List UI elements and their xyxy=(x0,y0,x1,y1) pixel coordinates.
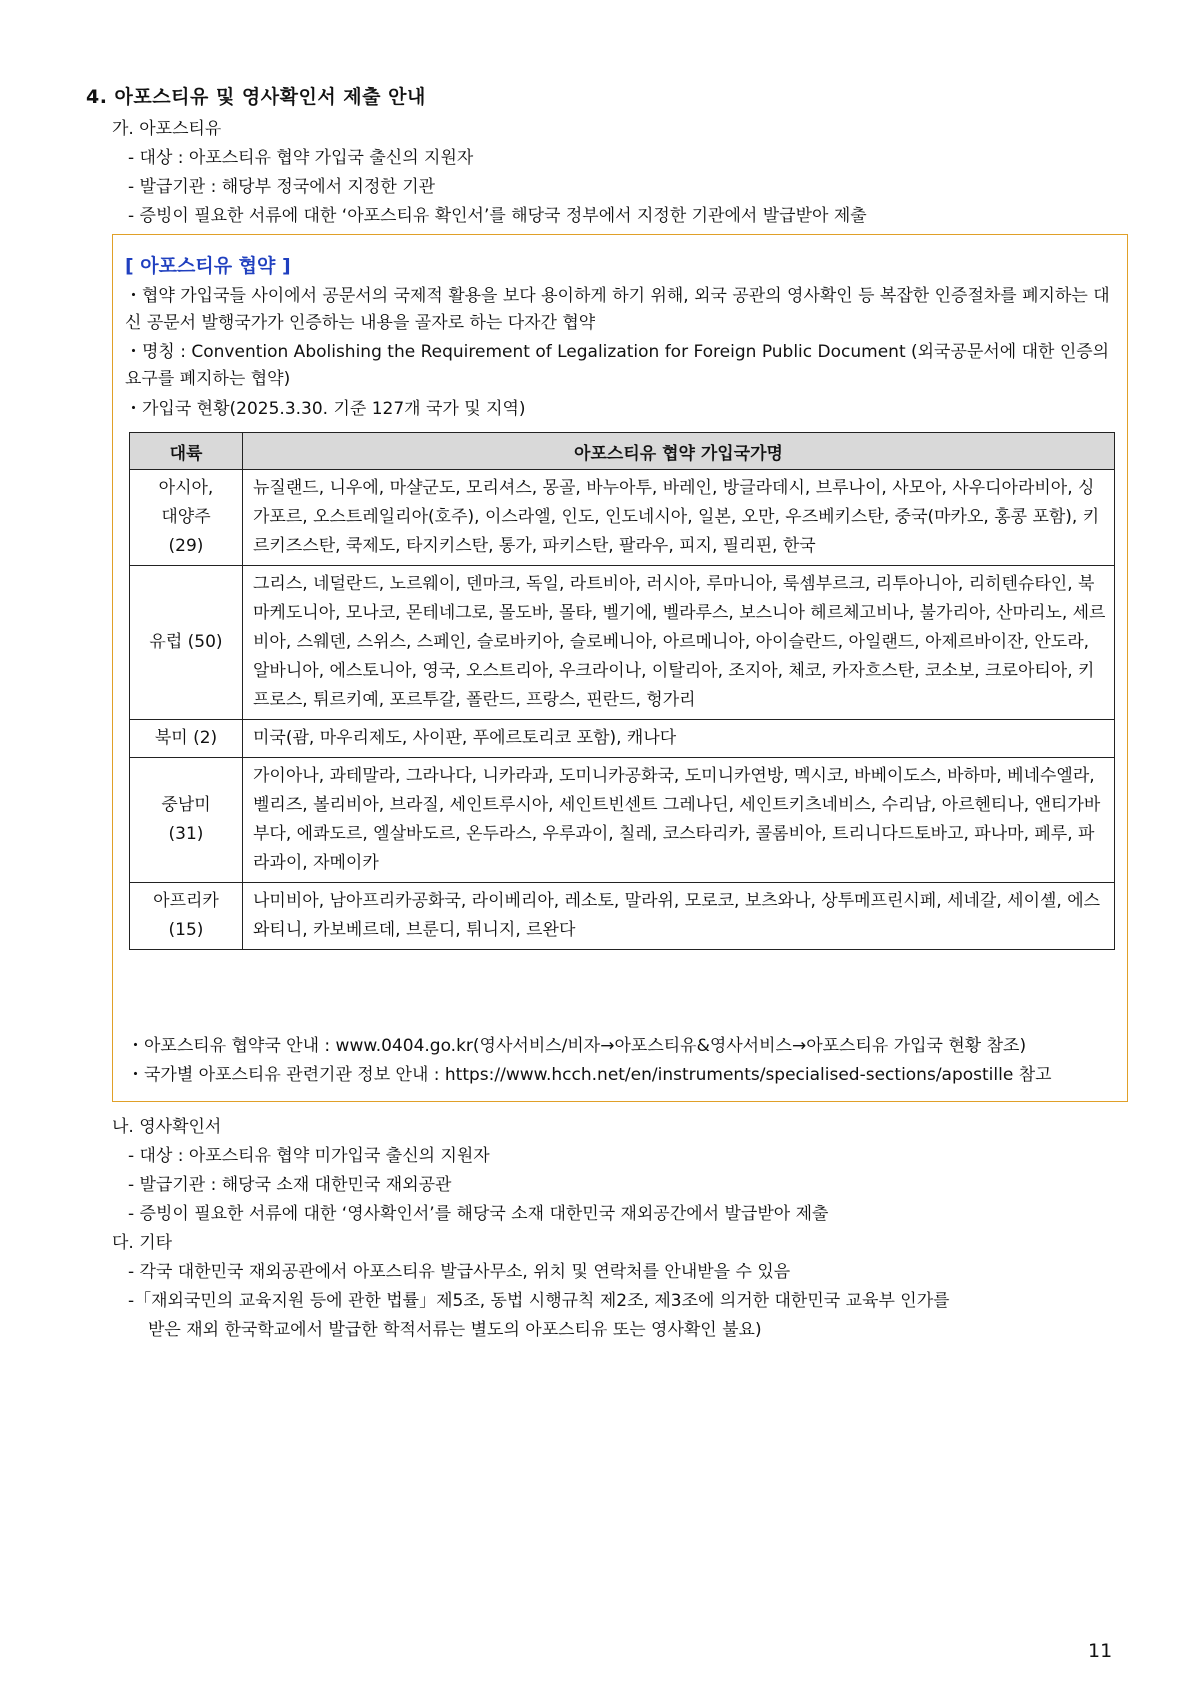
table-row xyxy=(130,883,1115,950)
apostille-convention-box xyxy=(112,234,1128,1102)
list-item-continued: 받은 재외 한국학교에서 발급한 학적서류는 별도의 아포스티유 또는 영사확인 불요) xyxy=(148,1320,762,1340)
note-hcch-site: ・국가별 아포스티유 관련기관 정보 안내 : https://www.hcch.net/en/instruments/specialised-sections/apostille 참고 xyxy=(127,1065,1052,1085)
region-cell: 중남미 (31) xyxy=(130,758,243,883)
table-row xyxy=(130,470,1115,566)
column-header-region: 대륙 xyxy=(130,433,243,470)
region-cell: 아프리카 (15) xyxy=(130,883,243,950)
subsection-title-consular: 나. 영사확인서 xyxy=(112,1117,222,1137)
table-header-row xyxy=(130,433,1115,470)
box-title: [ 아포스티유 협약 ] xyxy=(125,255,291,277)
box-bullet-members: ・가입국 현황(2025.3.30. 기준 127개 국가 및 지역) xyxy=(125,399,526,419)
list-item: - 대상 : 아포스티유 협약 가입국 출신의 지원자 xyxy=(128,148,474,168)
column-header-countries: 아포스티유 협약 가입국가명 xyxy=(243,433,1115,470)
list-item: - 대상 : 아포스티유 협약 미가입국 출신의 지원자 xyxy=(128,1146,490,1166)
countries-cell: 나미비아, 남아프리카공화국, 라이베리아, 레소토, 말라위, 모로코, 보츠와나, 상투메프린시페, 세네갈, 세이셸, 에스와티니, 카보베르데, 브룬디, 튀니지, 르완다 xyxy=(243,883,1115,950)
region-cell: 아시아, 대양주 (29) xyxy=(130,470,243,566)
member-countries-table xyxy=(129,432,1115,950)
countries-cell: 그리스, 네덜란드, 노르웨이, 덴마크, 독일, 라트비아, 러시아, 루마니아, 룩셈부르크, 리투아니아, 리히텐슈타인, 북마케도니아, 모나코, 몬테네그로, 몰도바, 몰타, 벨기에, 벨라루스, 보스니아 헤르체고비나, 불가리아, 산마리노, 세르비아, 스웨덴, 스위스, 스페인, 슬로바키아, 슬로베니아, 아르메니아, 아이슬란드, 아일랜드, 아제르바이잔, 안도라, 알바니아, 에스토니아, 영국, 오스트리아, 우크라이나, 이탈리아, 조지아, 체코, 카자흐스탄, 코소보, 크로아티아, 키프로스, 튀르키예, 포르투갈, 폴란드, 프랑스, 핀란드, 헝가리 xyxy=(243,566,1115,720)
region-cell: 유럽 (50) xyxy=(130,566,243,720)
section-heading: 4. 아포스티유 및 영사확인서 제출 안내 xyxy=(86,86,426,108)
box-bullet-name: ・명칭 : Convention Abolishing the Requirement of Legalization for Foreign Public Document (외국공문서에 대한 인증의 요구를 폐지하는 협약) xyxy=(125,342,1110,389)
subsection-title-apostille: 가. 아포스티유 xyxy=(112,119,222,139)
list-item: - 발급기관 : 해당국 소재 대한민국 재외공관 xyxy=(128,1175,452,1195)
list-item: - 발급기관 : 해당부 정국에서 지정한 기관 xyxy=(128,177,436,197)
list-item: - 증빙이 필요한 서류에 대한 ‘영사확인서’를 해당국 소재 대한민국 재외공간에서 발급받아 제출 xyxy=(128,1204,829,1224)
table-row xyxy=(130,720,1115,758)
note-apostille-site: ・아포스티유 협약국 안내 : www.0404.go.kr(영사서비스/비자→아포스티유&영사서비스→아포스티유 가입국 현황 참조) xyxy=(127,1036,1027,1056)
countries-cell: 뉴질랜드, 니우에, 마샬군도, 모리셔스, 몽골, 바누아투, 바레인, 방글라데시, 브루나이, 사모아, 사우디아라비아, 싱가포르, 오스트레일리아(호주), 이스라엘, 인도, 인도네시아, 일본, 오만, 우즈베키스탄, 중국(마카오, 홍콩 포함), 키르키즈스탄, 쿡제도, 타지키스탄, 통가, 파키스탄, 팔라우, 피지, 필리핀, 한국 xyxy=(243,470,1115,566)
list-item: - 증빙이 필요한 서류에 대한 ‘아포스티유 확인서’를 해당국 정부에서 지정한 기관에서 발급받아 제출 xyxy=(128,206,867,226)
box-bullet-purpose: ・협약 가입국들 사이에서 공문서의 국제적 활용을 보다 용이하게 하기 위해, 외국 공관의 영사확인 등 복잡한 인증절차를 폐지하는 대신 공문서 발행국가가 인증하는 내용을 골자로 하는 다자간 협약 xyxy=(125,286,1110,333)
list-item: - 각국 대한민국 재외공관에서 아포스티유 발급사무소, 위치 및 연락처를 안내받을 수 있음 xyxy=(128,1262,791,1282)
list-item: -「재외국민의 교육지원 등에 관한 법률」제5조, 동법 시행규칙 제2조, 제3조에 의거한 대한민국 교육부 인가를 xyxy=(128,1291,950,1311)
region-cell: 북미 (2) xyxy=(130,720,243,758)
countries-cell: 미국(괌, 마우리제도, 사이판, 푸에르토리코 포함), 캐나다 xyxy=(243,720,1115,758)
table-row xyxy=(130,566,1115,720)
page-number: 11 xyxy=(1088,1640,1113,1662)
subsection-title-etc: 다. 기타 xyxy=(112,1233,173,1253)
table-row xyxy=(130,758,1115,883)
countries-cell: 가이아나, 과테말라, 그라나다, 니카라과, 도미니카공화국, 도미니카연방, 멕시코, 바베이도스, 바하마, 베네수엘라, 벨리즈, 볼리비아, 브라질, 세인트루시아, 세인트빈센트 그레나딘, 세인트키츠네비스, 수리남, 아르헨티나, 앤티가바부다, 에콰도르, 엘살바도르, 온두라스, 우루과이, 칠레, 코스타리카, 콜롬비아, 트리니다드토바고, 파나마, 페루, 파라과이, 자메이카 xyxy=(243,758,1115,883)
